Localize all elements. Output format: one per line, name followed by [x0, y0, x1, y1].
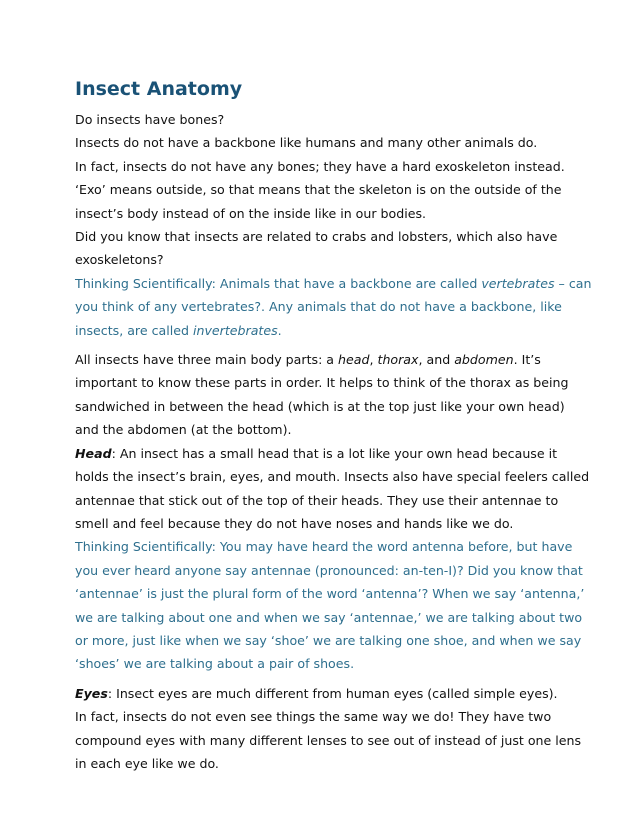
text-line: ‘antennae’ is just the plural form of the word ‘antenna’? When we say ‘antenna,’: [75, 586, 585, 602]
text-line: exoskeletons?: [75, 252, 164, 268]
text-span: Thinking Scientifically: Animals that have a backbone are called: [75, 275, 482, 291]
term-thorax: thorax: [377, 352, 419, 368]
text-line: in each eye like we do.: [75, 755, 219, 771]
text-line: [75, 442, 575, 465]
text-span: : An insect has a small head that is a lot like your own head because it: [111, 445, 558, 461]
text-line: insect’s body instead of on the inside like in our bodies.: [75, 205, 427, 221]
term-vertebrates: vertebrates: [481, 275, 555, 291]
text-line: [75, 272, 592, 295]
body-parts-paragraph: [75, 348, 575, 442]
text-line: you ever heard anyone say antennae (pronounced: an-ten-I)? Did you know that: [75, 562, 583, 578]
eyes-paragraph: [75, 682, 582, 776]
text-line: [75, 348, 575, 371]
text-span: : Insect eyes are much different from human eyes (called simple eyes).: [107, 685, 558, 701]
text-span: insects, are called: [75, 322, 193, 338]
thinking-scientifically-vertebrates: [75, 272, 592, 342]
text-line: holds the insect’s brain, eyes, and mouth. Insects also have special feelers called: [75, 469, 590, 485]
intro-paragraph: [75, 108, 575, 272]
text-line: ‘shoes’ we are talking about a pair of shoes.: [75, 656, 355, 672]
text-line: In fact, insects do not have any bones; they have a hard exoskeleton instead.: [75, 158, 565, 174]
text-line: or more, just like when we say ‘shoe’ we are talking one shoe, and when we say: [75, 632, 582, 648]
text-line: compound eyes with many different lenses to see out of instead of just one lens: [75, 732, 582, 748]
text-span: . It’s: [513, 352, 541, 368]
text-line: [75, 682, 575, 705]
text-line: Do insects have bones?: [75, 112, 225, 127]
document-page: [75, 76, 592, 775]
text-line: Did you know that insects are related to crabs and lobsters, which also have: [75, 229, 558, 245]
term-eyes-heading: Eyes: [75, 685, 108, 701]
term-abdomen: abdomen: [454, 352, 514, 368]
text-line: and the abdomen (at the bottom).: [75, 422, 292, 438]
text-line: sandwiched in between the head (which is at the top just like your own head): [75, 398, 565, 414]
text-line: you think of any vertebrates?. Any animals that do not have a backbone, like: [75, 299, 562, 315]
text-span: – can: [554, 275, 592, 291]
term-invertebrates: invertebrates: [192, 322, 278, 338]
text-span: All insects have three main body parts: a: [75, 352, 339, 368]
text-line: important to know these parts in order. It helps to think of the thorax as being: [75, 375, 569, 391]
text-line: [75, 319, 575, 342]
head-paragraph: [75, 442, 590, 536]
text-line: antennae that stick out of the top of their heads. They use their antennae to: [75, 492, 559, 508]
term-head-heading: Head: [75, 445, 112, 461]
text-line: In fact, insects do not even see things the same way we do! They have two: [75, 709, 552, 725]
text-span: ,: [369, 352, 378, 368]
text-line: Thinking Scientifically: You may have heard the word antenna before, but have: [75, 539, 573, 555]
text-line: we are talking about one and when we say ‘antennae,’ we are talking about two: [75, 609, 583, 625]
text-line: Insects do not have a backbone like humans and many other animals do.: [75, 135, 538, 151]
text-span: .: [277, 322, 282, 338]
text-line: smell and feel because they do not have noses and hands like we do.: [75, 515, 514, 531]
text-line: ‘Exo’ means outside, so that means that the skeleton is on the outside of the: [75, 182, 562, 198]
thinking-scientifically-antennae: [75, 535, 585, 675]
term-head: head: [338, 352, 370, 368]
page-title: Insect Anatomy: [75, 78, 243, 100]
text-span: , and: [418, 352, 455, 368]
